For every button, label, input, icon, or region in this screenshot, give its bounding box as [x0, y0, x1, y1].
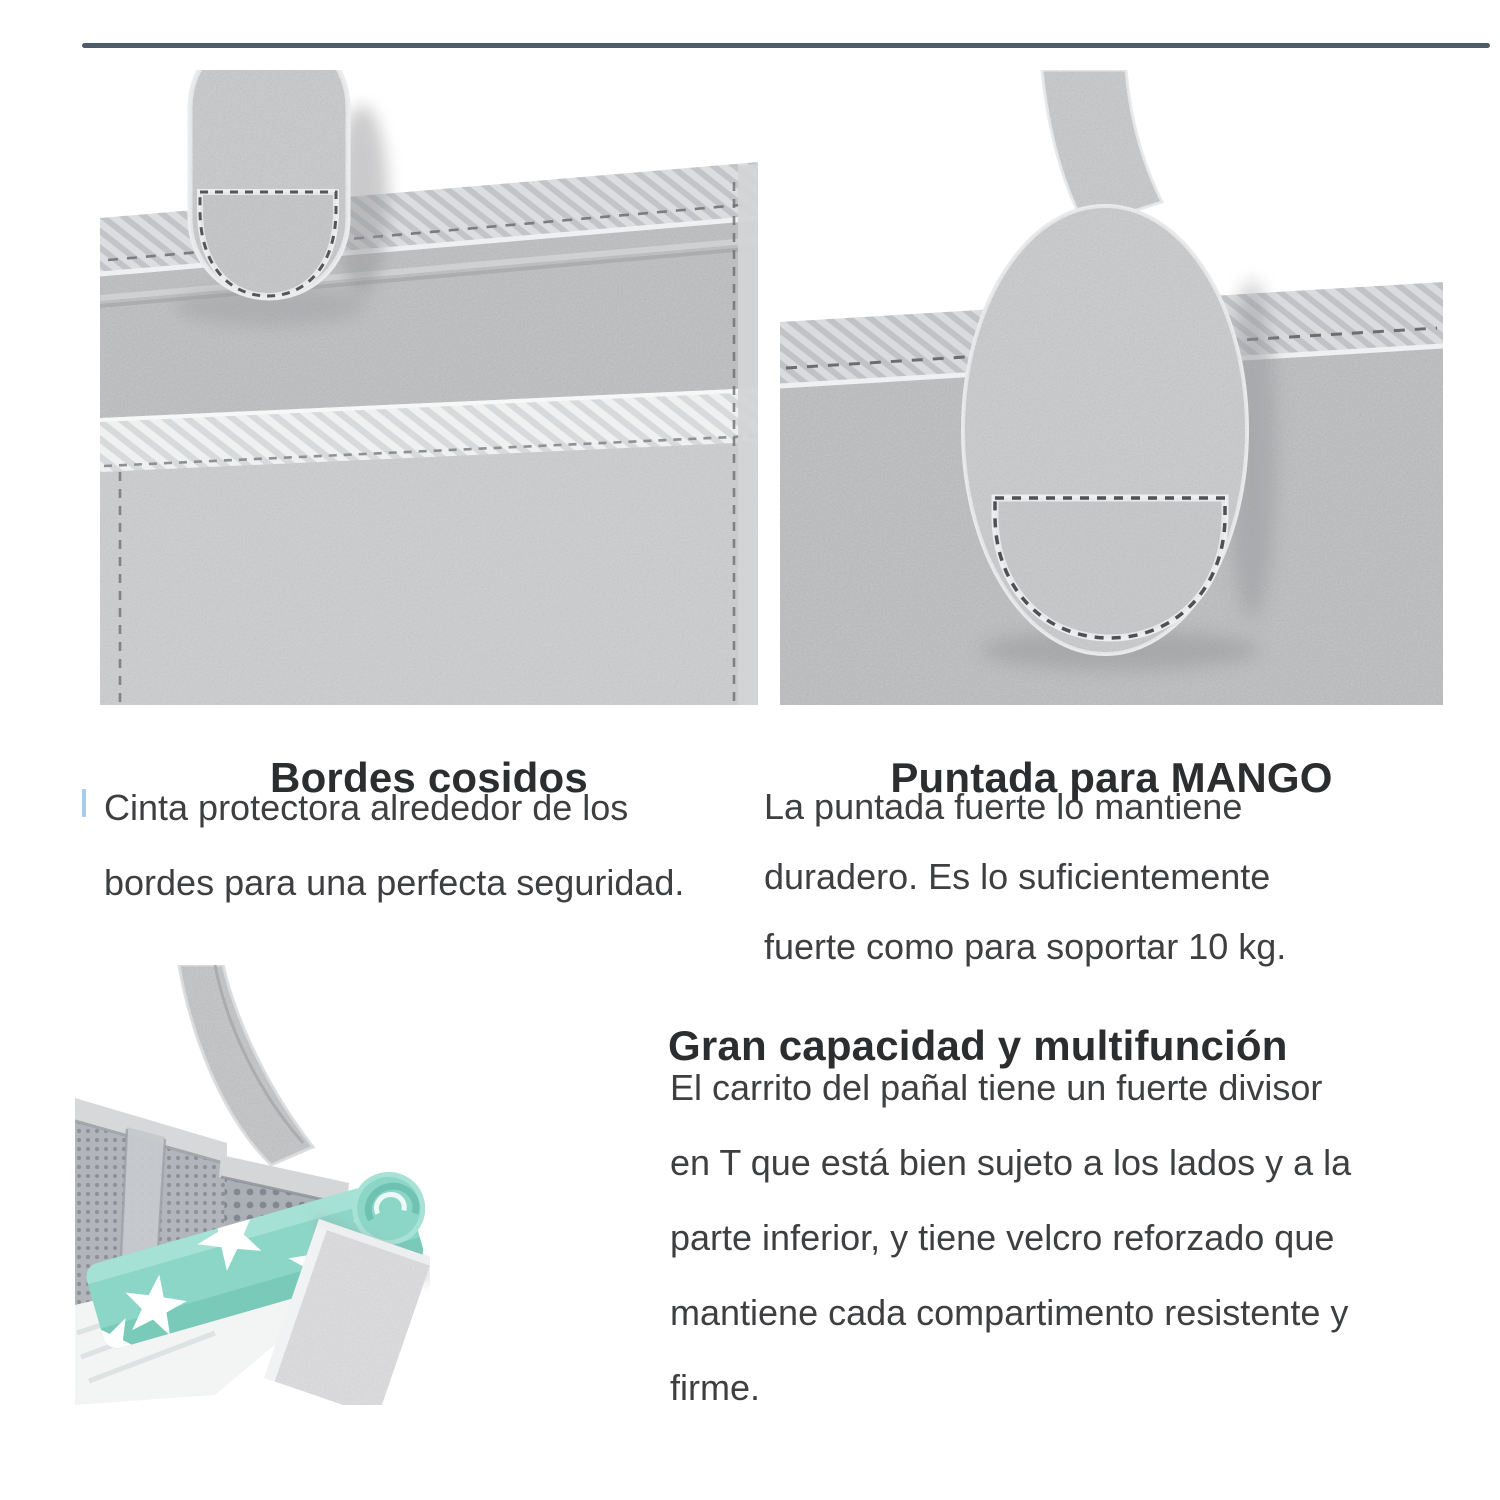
handle-teardrop-tab [963, 206, 1247, 654]
body-line: mantiene cada compartimento resistente y [670, 1292, 1349, 1333]
feature-body-stitched-edges [104, 770, 794, 920]
feature-body-handle-stitch [764, 772, 1464, 982]
body-line: Cinta protectora alrededor de los [104, 787, 629, 828]
body-line: El carrito del pañal tiene un fuerte divisor [670, 1067, 1323, 1108]
body-line: firme. [670, 1367, 760, 1408]
feature-body-capacity [670, 1050, 1470, 1425]
body-line: bordes para una perfecta seguridad. [104, 862, 685, 903]
handle-stitch-illustration [780, 70, 1443, 705]
caddy-interior-illustration [75, 965, 430, 1405]
feature-title-stitched-edges: Bordes cosidos [270, 754, 588, 801]
body-line: fuerte como para soportar 10 kg. [764, 926, 1287, 967]
feature-title-handle-stitch: Puntada para MANGO [890, 754, 1333, 801]
photo-handle-stitch [780, 70, 1443, 705]
stitched-edges-illustration [100, 70, 758, 705]
body-line: parte inferior, y tiene velcro reforzado que [670, 1217, 1335, 1258]
photo-stitched-edges [100, 70, 758, 705]
feature-title-capacity: Gran capacidad y multifunción [668, 1022, 1288, 1069]
top-divider [82, 43, 1490, 48]
body-line: duradero. Es lo suficientemente [764, 856, 1271, 897]
body-line: en T que está bien sujeto a los lados y a la [670, 1142, 1352, 1183]
body-line: La puntada fuerte lo mantiene [764, 786, 1243, 827]
felt-tab-with-stitched-flap [190, 70, 348, 298]
handle-strap [1042, 70, 1162, 226]
photo-caddy-interior [75, 965, 430, 1405]
accent-tick [82, 789, 86, 817]
